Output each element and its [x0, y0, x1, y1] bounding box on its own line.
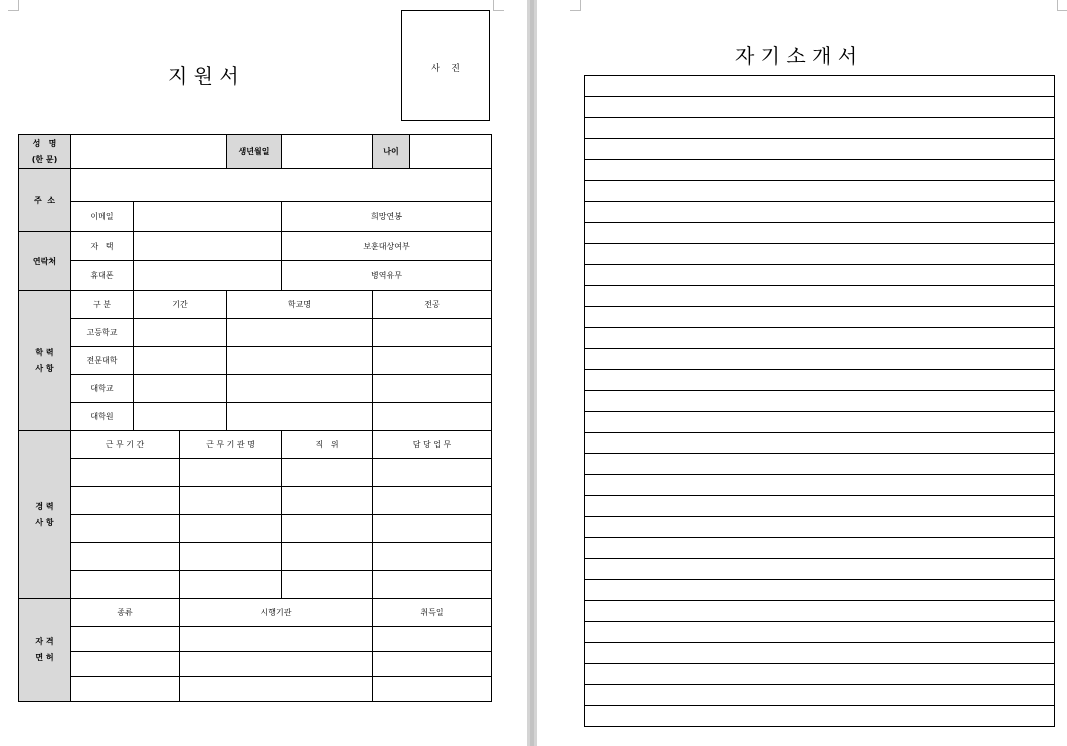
age-cell[interactable]	[410, 135, 492, 169]
birth-cell[interactable]	[282, 135, 373, 169]
writing-line-cell[interactable]	[585, 349, 1055, 370]
writing-line[interactable]	[585, 223, 1055, 244]
birth-label: 생년월일	[227, 135, 282, 169]
career-cell[interactable]	[373, 571, 492, 599]
writing-line-cell[interactable]	[585, 454, 1055, 475]
education-cell[interactable]	[373, 347, 492, 375]
career-header: 근 무 기 관 명	[180, 431, 282, 459]
writing-line-cell[interactable]	[585, 76, 1055, 97]
writing-line-cell[interactable]	[585, 685, 1055, 706]
career-header: 담 당 업 무	[373, 431, 492, 459]
writing-line[interactable]	[585, 139, 1055, 160]
writing-line-cell[interactable]	[585, 391, 1055, 412]
writing-line-cell[interactable]	[585, 538, 1055, 559]
career-cell[interactable]	[180, 543, 282, 571]
writing-line-cell[interactable]	[585, 139, 1055, 160]
military-label: 병역유무	[282, 261, 492, 291]
career-cell[interactable]	[71, 459, 180, 487]
career-header: 근 무 기 간	[71, 431, 180, 459]
writing-line[interactable]	[585, 265, 1055, 286]
education-cell[interactable]	[373, 375, 492, 403]
writing-line-cell[interactable]	[585, 643, 1055, 664]
writing-line-cell[interactable]	[585, 307, 1055, 328]
education-cell[interactable]	[134, 403, 227, 431]
writing-line[interactable]	[585, 580, 1055, 601]
writing-line[interactable]	[585, 496, 1055, 517]
education-row-label: 고등학교	[71, 319, 134, 347]
page-corner-mark	[1057, 0, 1067, 11]
email-cell[interactable]	[134, 202, 282, 232]
writing-line-cell[interactable]	[585, 601, 1055, 622]
career-cell[interactable]	[282, 515, 373, 543]
education-cell[interactable]	[227, 319, 373, 347]
writing-line-cell[interactable]	[585, 370, 1055, 391]
writing-line-cell[interactable]	[585, 244, 1055, 265]
age-label: 나이	[373, 135, 410, 169]
writing-line[interactable]	[585, 454, 1055, 475]
writing-line-cell[interactable]	[585, 580, 1055, 601]
education-cell[interactable]	[134, 319, 227, 347]
mobile-label: 휴대폰	[71, 261, 134, 291]
home-phone-cell[interactable]	[134, 232, 282, 261]
writing-line[interactable]	[585, 601, 1055, 622]
writing-line-cell[interactable]	[585, 265, 1055, 286]
education-header: 학교명	[227, 291, 373, 319]
writing-line[interactable]	[585, 622, 1055, 643]
license-cell[interactable]	[180, 627, 373, 652]
license-cell[interactable]	[180, 677, 373, 702]
writing-line[interactable]	[585, 433, 1055, 454]
career-cell[interactable]	[373, 515, 492, 543]
page-gap	[527, 0, 537, 746]
writing-line-cell[interactable]	[585, 97, 1055, 118]
mobile-cell[interactable]	[134, 261, 282, 291]
education-cell[interactable]	[373, 319, 492, 347]
career-cell[interactable]	[71, 487, 180, 515]
writing-line[interactable]	[585, 76, 1055, 97]
writing-line-cell[interactable]	[585, 160, 1055, 181]
career-cell[interactable]	[180, 487, 282, 515]
writing-line-cell[interactable]	[585, 118, 1055, 139]
self-introduction-title: 자 기 소 개 서	[735, 44, 858, 68]
writing-line[interactable]	[585, 538, 1055, 559]
writing-line-cell[interactable]	[585, 433, 1055, 454]
career-cell[interactable]	[180, 571, 282, 599]
writing-line-cell[interactable]	[585, 706, 1055, 727]
writing-line[interactable]	[585, 412, 1055, 433]
writing-line-cell[interactable]	[585, 559, 1055, 580]
home-phone-label: 자 택	[71, 232, 134, 261]
writing-line[interactable]	[585, 475, 1055, 496]
photo-label: 사 진	[431, 64, 460, 74]
writing-line[interactable]	[585, 202, 1055, 223]
veteran-label: 보훈대상여부	[282, 232, 492, 261]
page-corner-mark	[493, 0, 504, 11]
writing-line-cell[interactable]	[585, 622, 1055, 643]
application-form-table	[18, 134, 492, 702]
page-corner-mark	[8, 0, 19, 11]
writing-line[interactable]	[585, 559, 1055, 580]
education-row-label: 대학교	[71, 375, 134, 403]
writing-line[interactable]	[585, 517, 1055, 538]
education-cell[interactable]	[134, 347, 227, 375]
license-section-label: 자 격 면 허	[19, 599, 71, 702]
writing-line-cell[interactable]	[585, 517, 1055, 538]
education-section-label: 학 력 사 항	[19, 291, 71, 431]
writing-line[interactable]	[585, 391, 1055, 412]
name-cell[interactable]	[71, 135, 227, 169]
education-header: 구 분	[71, 291, 134, 319]
license-cell[interactable]	[373, 627, 492, 652]
writing-line[interactable]	[585, 286, 1055, 307]
writing-line-cell[interactable]	[585, 286, 1055, 307]
education-header: 기간	[134, 291, 227, 319]
name-label: 성 명 (한 문)	[19, 135, 71, 169]
education-cell[interactable]	[373, 403, 492, 431]
career-cell[interactable]	[71, 571, 180, 599]
writing-line[interactable]	[585, 643, 1055, 664]
writing-line-cell[interactable]	[585, 202, 1055, 223]
career-section-label: 경 력 사 항	[19, 431, 71, 599]
page-divider	[530, 0, 534, 746]
writing-line[interactable]	[585, 160, 1055, 181]
writing-line-cell[interactable]	[585, 475, 1055, 496]
career-cell[interactable]	[71, 543, 180, 571]
writing-line-cell[interactable]	[585, 328, 1055, 349]
education-row-label: 전문대학	[71, 347, 134, 375]
education-cell[interactable]	[227, 347, 373, 375]
writing-line-cell[interactable]	[585, 223, 1055, 244]
writing-line[interactable]	[585, 328, 1055, 349]
career-cell[interactable]	[373, 459, 492, 487]
license-cell[interactable]	[71, 652, 180, 677]
writing-line-cell[interactable]	[585, 664, 1055, 685]
writing-line[interactable]	[585, 118, 1055, 139]
license-cell[interactable]	[71, 677, 180, 702]
desired-salary-label: 희망연봉	[282, 202, 492, 232]
career-cell[interactable]	[180, 515, 282, 543]
education-cell[interactable]	[227, 403, 373, 431]
self-introduction-lines[interactable]	[584, 75, 1055, 727]
education-row-label: 대학원	[71, 403, 134, 431]
writing-line[interactable]	[585, 97, 1055, 118]
education-header: 전공	[373, 291, 492, 319]
career-cell[interactable]	[180, 459, 282, 487]
license-cell[interactable]	[71, 627, 180, 652]
career-cell[interactable]	[282, 487, 373, 515]
education-cell[interactable]	[227, 375, 373, 403]
page-corner-mark	[570, 0, 581, 11]
license-cell[interactable]	[373, 677, 492, 702]
writing-line[interactable]	[585, 181, 1055, 202]
education-cell[interactable]	[134, 375, 227, 403]
writing-line[interactable]	[585, 370, 1055, 391]
license-cell[interactable]	[373, 652, 492, 677]
email-label: 이메일	[71, 202, 134, 232]
career-cell[interactable]	[373, 487, 492, 515]
address-cell[interactable]	[71, 169, 492, 202]
career-cell[interactable]	[373, 543, 492, 571]
application-title: 지 원 서	[168, 64, 239, 88]
writing-line[interactable]	[585, 349, 1055, 370]
license-header: 종류	[71, 599, 180, 627]
career-cell[interactable]	[282, 459, 373, 487]
license-header: 취득일	[373, 599, 492, 627]
writing-line[interactable]	[585, 706, 1055, 727]
writing-line[interactable]	[585, 244, 1055, 265]
writing-line[interactable]	[585, 685, 1055, 706]
photo-box[interactable]	[401, 10, 490, 121]
writing-line[interactable]	[585, 307, 1055, 328]
writing-line-cell[interactable]	[585, 412, 1055, 433]
application-page	[0, 0, 527, 746]
license-cell[interactable]	[180, 652, 373, 677]
writing-line[interactable]	[585, 664, 1055, 685]
writing-line-cell[interactable]	[585, 496, 1055, 517]
career-cell[interactable]	[71, 515, 180, 543]
career-header: 직 위	[282, 431, 373, 459]
career-cell[interactable]	[282, 571, 373, 599]
career-cell[interactable]	[282, 543, 373, 571]
contact-label: 연락처	[19, 232, 71, 291]
address-label: 주 소	[19, 169, 71, 232]
writing-line-cell[interactable]	[585, 181, 1055, 202]
license-header: 시행기관	[180, 599, 373, 627]
